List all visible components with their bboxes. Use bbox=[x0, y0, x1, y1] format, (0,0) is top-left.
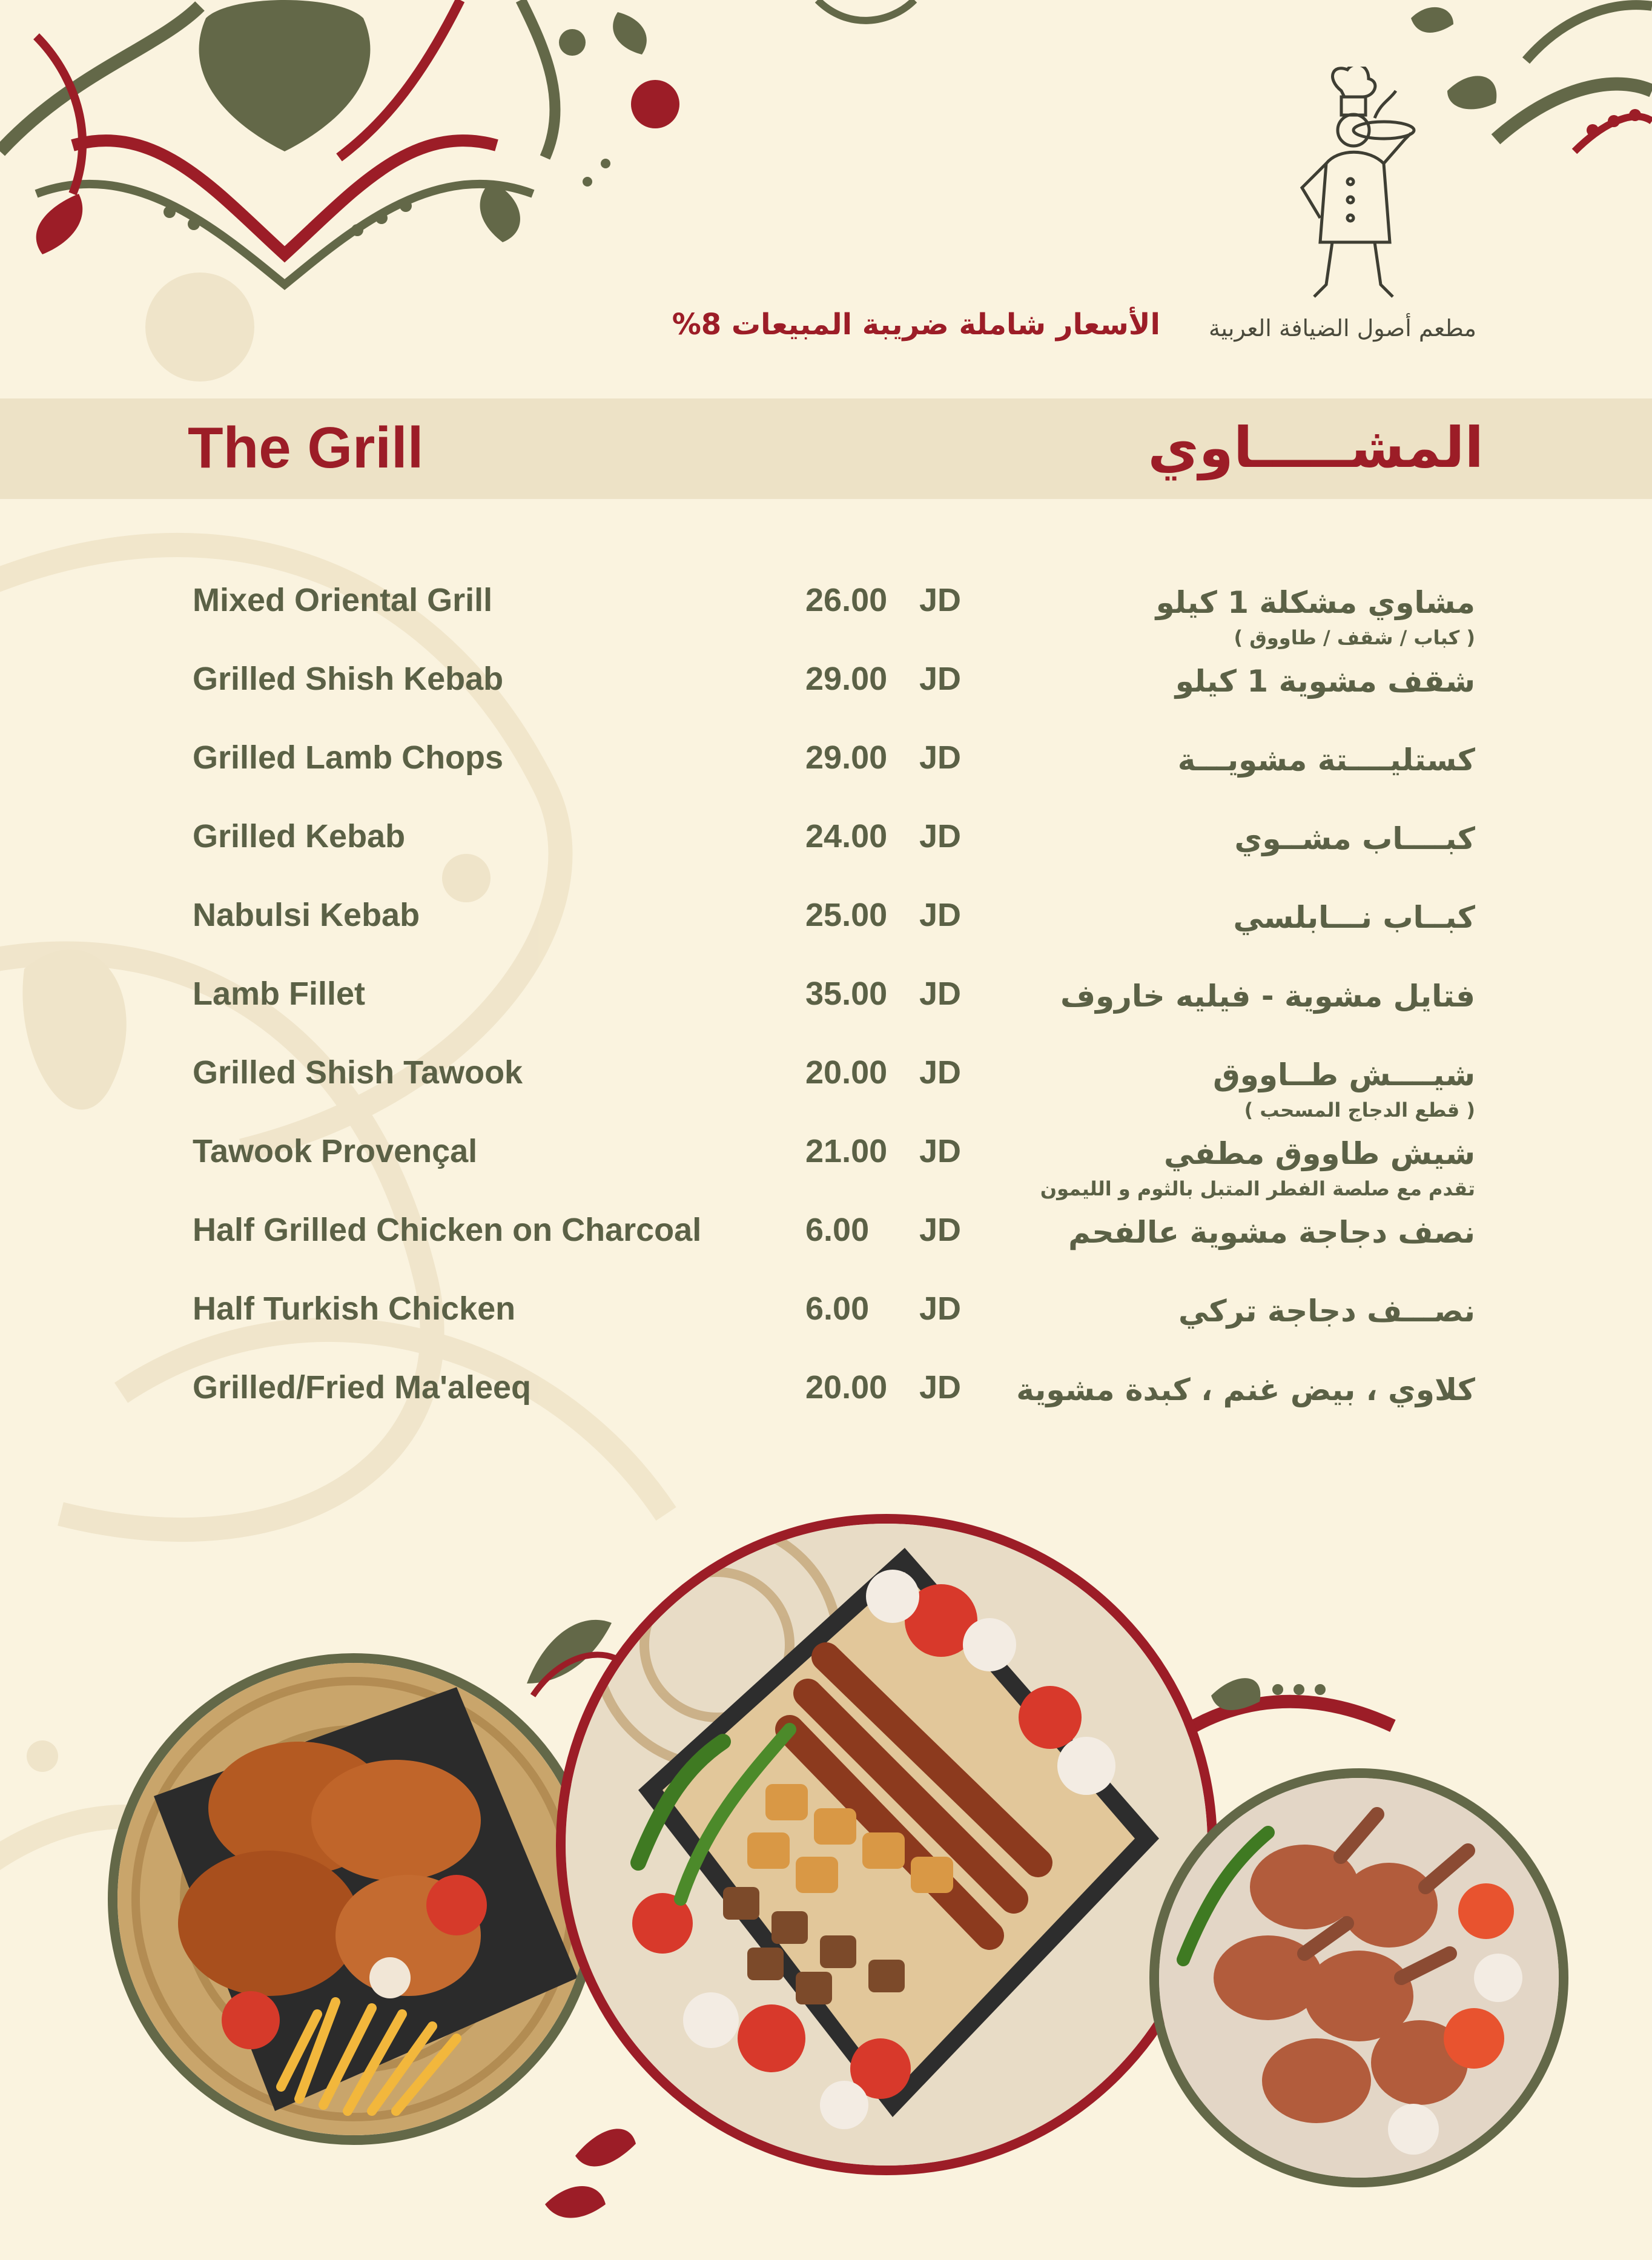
section-title-en: The Grill bbox=[188, 415, 424, 480]
currency-label: JD bbox=[919, 582, 962, 618]
item-name-ar: كستليــــتة مشويـــة bbox=[1177, 742, 1475, 778]
item-price: 24.00 bbox=[805, 818, 888, 854]
item-name-ar: شيش طاووق مطفي bbox=[1163, 1136, 1475, 1171]
photo-mixed-grill bbox=[556, 1514, 1217, 2175]
item-name-ar: كبــاب نـــابلسي bbox=[1233, 900, 1475, 935]
item-name-en: Nabulsi Kebab bbox=[193, 897, 420, 933]
currency-label: JD bbox=[919, 897, 962, 933]
item-name-en: Grilled Shish Kebab bbox=[193, 661, 504, 697]
menu-item bbox=[0, 1290, 1652, 1369]
item-price: 6.00 bbox=[805, 1290, 870, 1327]
currency-label: JD bbox=[919, 1133, 962, 1169]
item-note-ar: تقدم مع صلصة الفطر المتبل بالثوم و الليمون bbox=[1040, 1177, 1475, 1200]
menu-item bbox=[0, 1132, 1652, 1211]
item-name-en: Grilled Kebab bbox=[193, 818, 406, 854]
menu-item bbox=[0, 1369, 1652, 1447]
currency-label: JD bbox=[919, 1369, 962, 1406]
item-name-en: Grilled Shish Tawook bbox=[193, 1054, 523, 1091]
item-name-en: Half Grilled Chicken on Charcoal bbox=[193, 1212, 702, 1248]
section-title-ar: المشـــــاوي bbox=[1148, 415, 1484, 480]
restaurant-name: مطعم أصول الضيافة العربية bbox=[1209, 315, 1476, 342]
item-price: 25.00 bbox=[805, 897, 888, 933]
menu-item bbox=[0, 1211, 1652, 1290]
currency-label: JD bbox=[919, 661, 962, 697]
tax-note: الأسعار شاملة ضريبة المبيعات 8% bbox=[672, 308, 1160, 342]
item-price: 20.00 bbox=[805, 1054, 888, 1091]
item-price: 20.00 bbox=[805, 1369, 888, 1406]
item-name-ar: كبــــاب مشــوي bbox=[1234, 821, 1475, 856]
currency-label: JD bbox=[919, 976, 962, 1012]
item-price: 29.00 bbox=[805, 739, 888, 776]
menu-item bbox=[0, 739, 1652, 818]
photo-grilled-chicken bbox=[108, 1653, 600, 2145]
item-price: 29.00 bbox=[805, 661, 888, 697]
menu-item bbox=[0, 1054, 1652, 1132]
item-name-ar: كلاوي ، بيض غنم ، كبدة مشوية bbox=[1016, 1372, 1475, 1407]
item-name-en: Tawook Provençal bbox=[193, 1133, 478, 1169]
item-note-ar: ( كباب / شقف / طاووق ) bbox=[1234, 626, 1475, 649]
item-name-en: Mixed Oriental Grill bbox=[193, 582, 493, 618]
item-name-ar: نصـــف دجاجة تركي bbox=[1178, 1294, 1475, 1329]
currency-label: JD bbox=[919, 1290, 962, 1327]
item-name-en: Grilled/Fried Ma'aleeq bbox=[193, 1369, 532, 1406]
item-price: 21.00 bbox=[805, 1133, 888, 1169]
item-name-en: Half Turkish Chicken bbox=[193, 1290, 516, 1327]
currency-label: JD bbox=[919, 1212, 962, 1248]
top-left-ornament bbox=[0, 0, 914, 285]
item-price: 6.00 bbox=[805, 1212, 870, 1248]
item-name-en: Grilled Lamb Chops bbox=[193, 739, 504, 776]
item-price: 26.00 bbox=[805, 582, 888, 618]
item-name-ar: شقف مشوية 1 كيلو bbox=[1175, 664, 1475, 699]
currency-label: JD bbox=[919, 739, 962, 776]
currency-label: JD bbox=[919, 818, 962, 854]
item-name-ar: فتايل مشوية - فيليه خاروف bbox=[1060, 979, 1475, 1014]
top-right-ornament bbox=[1411, 5, 1652, 151]
item-price: 35.00 bbox=[805, 976, 888, 1012]
item-note-ar: ( قطع الدجاج المسحب ) bbox=[1244, 1099, 1475, 1122]
item-name-ar: شيــــش طــاووق bbox=[1213, 1057, 1475, 1092]
menu-item bbox=[0, 581, 1652, 660]
item-name-ar: مشاوي مشكلة 1 كيلو bbox=[1155, 585, 1475, 620]
photo-lamb-chops bbox=[1149, 1768, 1568, 2187]
currency-label: JD bbox=[919, 1054, 962, 1091]
menu-item bbox=[0, 818, 1652, 896]
menu-item bbox=[0, 896, 1652, 975]
menu-item bbox=[0, 660, 1652, 739]
item-name-ar: نصف دجاجة مشوية عالفحم bbox=[1068, 1215, 1475, 1250]
item-name-en: Lamb Fillet bbox=[193, 976, 366, 1012]
menu-item bbox=[0, 975, 1652, 1054]
chef-mascot-icon bbox=[1284, 67, 1423, 309]
